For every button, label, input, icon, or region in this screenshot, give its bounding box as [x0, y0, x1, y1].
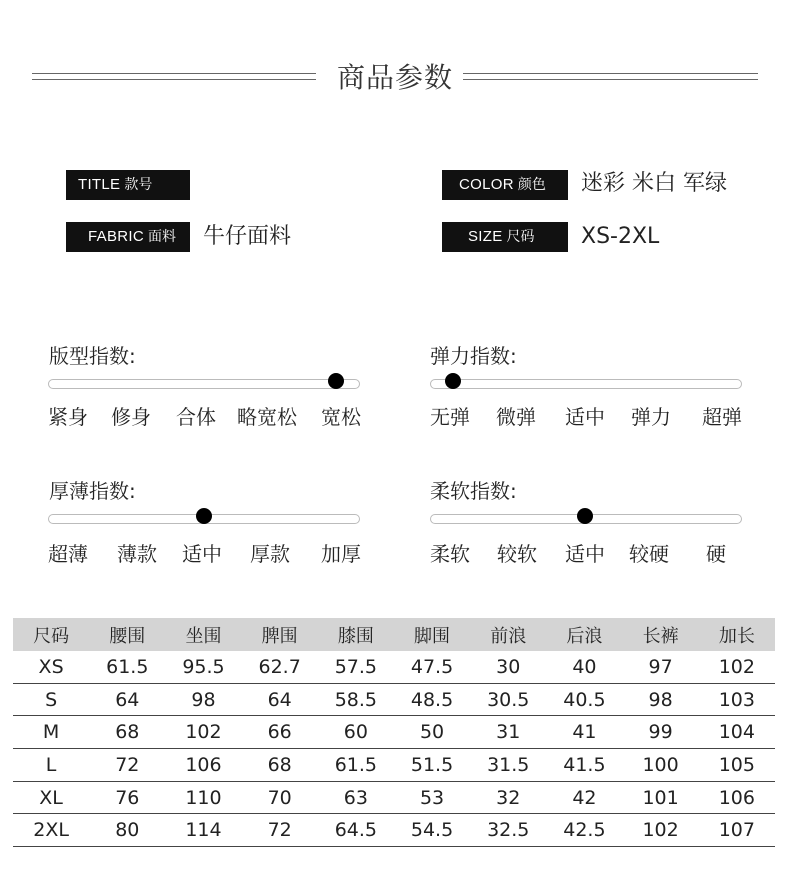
- size-table: [13, 618, 775, 847]
- table-cell: 61.5: [318, 749, 394, 782]
- param-tag-size: [442, 222, 568, 252]
- table-cell: 41: [546, 716, 622, 749]
- elasticity-index-track: [430, 379, 742, 389]
- table-cell: 114: [165, 814, 241, 847]
- param-value-size: XS-2XL: [581, 224, 660, 249]
- param-tag-en: COLOR: [459, 176, 514, 193]
- table-cell: 100: [623, 749, 699, 782]
- table-cell: L: [13, 749, 89, 782]
- softness-index-label: 适中: [565, 542, 605, 566]
- param-tag-color: [442, 170, 568, 200]
- fit-index-label: 紧身: [48, 405, 88, 429]
- table-cell: 64.5: [318, 814, 394, 847]
- table-cell: 60: [318, 716, 394, 749]
- table-cell: 32: [470, 781, 546, 814]
- table-cell: 48.5: [394, 683, 470, 716]
- column-header: 脾围: [242, 618, 318, 651]
- fit-index-track: [48, 379, 360, 389]
- table-cell: 63: [318, 781, 394, 814]
- softness-index-label: 柔软: [430, 542, 470, 566]
- table-cell: 95.5: [165, 651, 241, 683]
- table-row: [13, 749, 775, 782]
- table-cell: 80: [89, 814, 165, 847]
- elasticity-index-label: 弹力: [631, 405, 671, 429]
- table-cell: 68: [89, 716, 165, 749]
- table-cell: 64: [242, 683, 318, 716]
- column-header: 前浪: [470, 618, 546, 651]
- elasticity-index-title: 弹力指数:: [430, 344, 517, 368]
- table-cell: 104: [699, 716, 775, 749]
- param-tag-en: TITLE: [78, 176, 121, 193]
- table-cell: 107: [699, 814, 775, 847]
- softness-index-knob[interactable]: [577, 508, 593, 524]
- param-tag-title: [66, 170, 190, 200]
- table-row: [13, 716, 775, 749]
- thickness-index-label: 厚款: [250, 542, 290, 566]
- thickness-index-label: 适中: [182, 542, 222, 566]
- thickness-index-label: 加厚: [321, 542, 361, 566]
- table-cell: 68: [242, 749, 318, 782]
- param-tag-cn: 面料: [147, 229, 176, 245]
- softness-index-label: 硬: [706, 542, 726, 566]
- param-tag-en: SIZE: [468, 228, 503, 245]
- table-cell: 42: [546, 781, 622, 814]
- table-cell: XL: [13, 781, 89, 814]
- table-cell: 98: [623, 683, 699, 716]
- table-cell: S: [13, 683, 89, 716]
- table-cell: 58.5: [318, 683, 394, 716]
- table-cell: 41.5: [546, 749, 622, 782]
- table-cell: M: [13, 716, 89, 749]
- elasticity-index-label: 无弹: [430, 405, 470, 429]
- elasticity-index-label: 适中: [565, 405, 605, 429]
- column-header: 膝围: [318, 618, 394, 651]
- table-cell: 32.5: [470, 814, 546, 847]
- table-cell: 110: [165, 781, 241, 814]
- table-cell: 102: [623, 814, 699, 847]
- table-cell: XS: [13, 651, 89, 683]
- column-header: 坐围: [165, 618, 241, 651]
- table-cell: 99: [623, 716, 699, 749]
- column-header: 尺码: [13, 618, 89, 651]
- table-cell: 40: [546, 651, 622, 683]
- fit-index-label: 修身: [111, 405, 151, 429]
- param-value-color: 迷彩 米白 军绿: [581, 171, 727, 196]
- size-table-header-row: [13, 618, 775, 651]
- table-cell: 30: [470, 651, 546, 683]
- fit-index-knob[interactable]: [328, 373, 344, 389]
- param-tag-cn: 款号: [124, 177, 153, 193]
- table-cell: 106: [165, 749, 241, 782]
- fit-index-label: 合体: [176, 405, 216, 429]
- fit-index-label: 略宽松: [237, 405, 297, 429]
- param-tag-cn: 颜色: [517, 177, 546, 193]
- table-cell: 103: [699, 683, 775, 716]
- header-divider-right: [463, 73, 758, 80]
- table-cell: 30.5: [470, 683, 546, 716]
- table-cell: 50: [394, 716, 470, 749]
- table-cell: 57.5: [318, 651, 394, 683]
- table-row: [13, 683, 775, 716]
- column-header: 加长: [699, 618, 775, 651]
- table-row: [13, 814, 775, 847]
- table-cell: 72: [242, 814, 318, 847]
- param-tag-cn: 尺码: [506, 229, 535, 245]
- table-cell: 31: [470, 716, 546, 749]
- table-cell: 76: [89, 781, 165, 814]
- elasticity-index-label: 超弹: [702, 405, 742, 429]
- softness-index-label: 较软: [497, 542, 537, 566]
- section-title: 商品参数: [336, 61, 453, 94]
- table-cell: 98: [165, 683, 241, 716]
- table-cell: 106: [699, 781, 775, 814]
- softness-index-label: 较硬: [629, 542, 669, 566]
- table-cell: 66: [242, 716, 318, 749]
- param-tag-fabric: [66, 222, 190, 252]
- fit-index-title: 版型指数:: [49, 344, 136, 368]
- thickness-index-title: 厚薄指数:: [49, 479, 136, 503]
- table-cell: 42.5: [546, 814, 622, 847]
- table-cell: 54.5: [394, 814, 470, 847]
- table-cell: 40.5: [546, 683, 622, 716]
- table-cell: 2XL: [13, 814, 89, 847]
- table-cell: 31.5: [470, 749, 546, 782]
- softness-index-title: 柔软指数:: [430, 479, 517, 503]
- fit-index-label: 宽松: [321, 405, 361, 429]
- table-cell: 47.5: [394, 651, 470, 683]
- table-cell: 102: [699, 651, 775, 683]
- table-row: [13, 651, 775, 683]
- table-cell: 101: [623, 781, 699, 814]
- table-cell: 70: [242, 781, 318, 814]
- thickness-index-label: 薄款: [117, 542, 157, 566]
- elasticity-index-knob[interactable]: [445, 373, 461, 389]
- thickness-index-label: 超薄: [48, 542, 88, 566]
- column-header: 脚围: [394, 618, 470, 651]
- table-cell: 72: [89, 749, 165, 782]
- table-cell: 64: [89, 683, 165, 716]
- column-header: 腰围: [89, 618, 165, 651]
- table-cell: 51.5: [394, 749, 470, 782]
- table-cell: 102: [165, 716, 241, 749]
- elasticity-index-label: 微弹: [496, 405, 536, 429]
- thickness-index-knob[interactable]: [196, 508, 212, 524]
- table-cell: 62.7: [242, 651, 318, 683]
- table-cell: 97: [623, 651, 699, 683]
- column-header: 后浪: [546, 618, 622, 651]
- column-header: 长裤: [623, 618, 699, 651]
- param-tag-en: FABRIC: [88, 228, 144, 245]
- table-cell: 61.5: [89, 651, 165, 683]
- table-cell: 105: [699, 749, 775, 782]
- table-row: [13, 781, 775, 814]
- table-cell: 53: [394, 781, 470, 814]
- param-value-fabric: 牛仔面料: [203, 224, 292, 249]
